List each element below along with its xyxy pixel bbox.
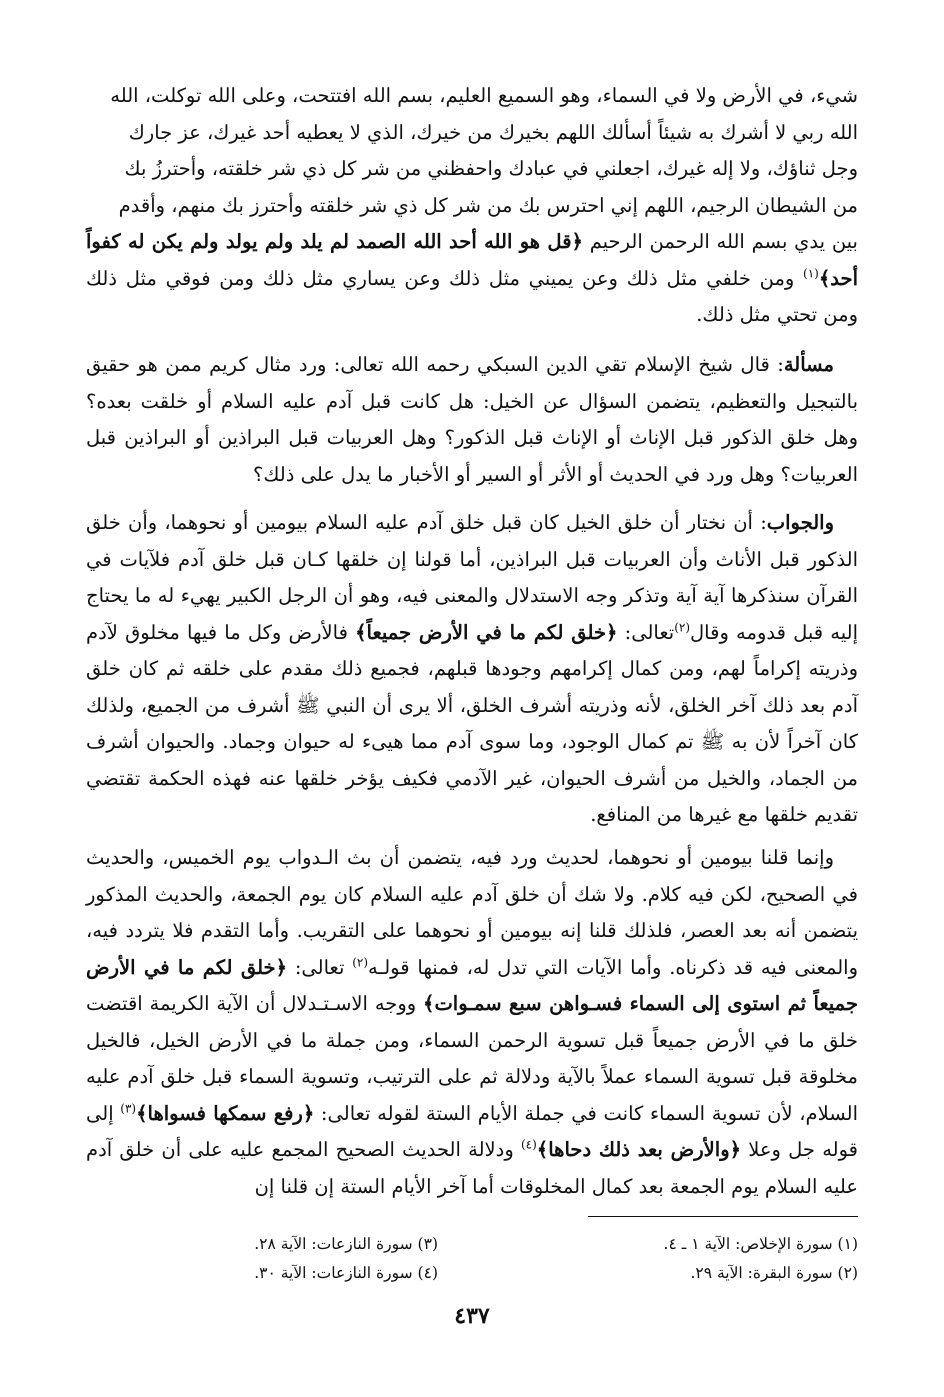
quran-verse-baqara: ﴿خلق لكم ما في الأرض جميعاً﴾: [355, 620, 618, 644]
quran-verse-ikhlas: ﴿قل هو الله أحد الله الصمد لم يلد ولم يولد ولم يكن له كفواً أحد﴾: [86, 230, 858, 290]
footnotes-left-column: [118, 1230, 438, 1288]
footnote-ref-3: (٣): [120, 1101, 137, 1115]
paragraph-evidence: [86, 840, 858, 1205]
footnotes-right-column: [538, 1230, 858, 1288]
para4-part-b: تعالى:: [287, 955, 353, 979]
paragraph-question: [86, 347, 858, 493]
para3-part-a: : أن نختار أن خلق الخيل كان قبل خلق آدم عليه السلام بيومين أو نحوهما، وأن خلق الذكور قبل الأناث وأن العربيات قبل البراذين، أما قولنا إن خلقها كـان قبل خلق آدم فلآيات في القرآن سنذكرها آية آية وتذكر وجه الاستدلال والمعنى فيه، وهو أن الرجل الكبير يهيء له ما يحتاج إليه قبل قدومه وقال: [86, 511, 858, 644]
para2-text: [86, 347, 858, 493]
para3-part-c: فالأرض وكل ما فيها مخلوق لآدم وذريته إكراماً لهم، ومن كمال إكرامهم وجودها قبلهم، فجميع ذلك مقدم على خلقه ثم كان خلق آدم بعد ذلك آخر الخلق، لأنه وذريته أشرف الخلق، ألا يرى أن النبي ﷺ أشرف من الجميع، ولذلك كان آخراً لأن به ﷺ تم كمال الوجود، وما سوى آدم مما هيىء له حيوان وجماد. والحيوان أشرف من الجماد، والخيل من أشرف الحيوان، غير الآدمي فكيف يؤخر خلقها عنه فهذه الحكمة تقتضي تقديم خلقها مع غيرها من المنافع.: [86, 620, 858, 826]
footnote-ref-1: (١): [803, 266, 819, 280]
footnote-ref-2: (٢): [674, 620, 691, 634]
footnote-3: (٣) سورة النازعات: الآية ٢٨.: [254, 1235, 438, 1253]
quran-verse-istawa: ﴿خلق لكم ما في الأرض جميعاً ثم استوى إلى السماء فسـواهن سبع سمـوات﴾: [86, 955, 858, 1015]
jawab-label: والجواب: [766, 511, 834, 534]
para1-line2: الله ربي لا أشرك به شيئاً أسألك اللهم بخيرك من خيرك، الذي لا يعطيه أحد غيرك، عز جارك: [128, 120, 858, 144]
para4-part-e: ودلالة الحديث الصحيح المجمع عليه على أن خلق آدم عليه السلام يوم الجمعة بعد كمال المخلوقات أما آخر الأيام الستة إن قلنا إن: [86, 1138, 858, 1198]
quran-verse-rafaa: ﴿رفع سمكها فسواها﴾: [136, 1101, 315, 1125]
para1-post-text: ومن خلفي مثل ذلك وعن يميني مثل ذلك وعن يساري مثل ذلك ومن فوقي مثل ذلك ومن تحتي مثل ذلك.: [86, 266, 858, 326]
para1-line1: شيء، في الأرض ولا في السماء، وهو السميع العليم، بسم الله افتتحت، وعلى الله توكلت، الله: [110, 84, 858, 107]
para1-line3: وجل ثناؤك، ولا إله غيرك، اجعلني في عبادك واحفظني من شر كل ذي شر خلقته، وأحترزُ بك: [124, 157, 858, 180]
footnote-divider: [588, 1216, 858, 1217]
paragraph-answer: [86, 505, 858, 834]
para3-text: [86, 505, 858, 834]
para4-part-c: ووجه الاسـتـدلال أن الآية الكريمة اقتضت خلق ما في الأرض جميعاً قبل تسوية الرحمن السماء، ومن جملة ما في الأرض الخيل، فالخيل مخلوقة قبل تسوية السماء عملاً بالآية ودلالة ثم على الترتيب، وتسوية السماء قبل خلق آدم عليه السلام، لأن تسوية السماء كانت في جملة الأيام الستة لقوله تعالى:: [86, 992, 858, 1125]
para1-rest: [86, 224, 858, 334]
para1-pre-text: بين يدي بسم الله الرحمن الرحيم: [582, 230, 858, 253]
footnote-2: (٢) سورة البقرة: الآية ٢٩.: [690, 1264, 858, 1282]
footnote-4: (٤) سورة النازعات: الآية ٣٠.: [254, 1264, 438, 1282]
para2-body: : قال شيخ الإسلام تقي الدين السبكي رحمه الله تعالى: ورد مثال كريم ممن هو حقيق بالتبجيل والتعظيم، يتضمن السؤال عن الخيل: هل كانت قبل آدم عليه السلام أو خلقت بعده؟ وهل خلق الذكور قبل الإناث أو الإناث قبل الذكور؟ وهل العربيات قبل البراذين أو البراذين قبل العربيات؟ وهل ورد في الحديث أو الأثر أو السير أو الأخبار ما يدل على ذلك؟: [86, 353, 858, 486]
footnote-1: (١) سورة الإخلاص: الآية ١ ـ ٤.: [663, 1235, 858, 1253]
footnote-ref-4: (٤): [520, 1137, 537, 1152]
para4-part-a: وإنما قلنا بيومين أو نحوهما، لحديث ورد فيه، يتضمن أن بث الـدواب يوم الخميس، والحديث في الصحيح، لكن فيه كلام. ولا شك أن خلق آدم عليه السلام كان يوم الجمعة، والحديث المذكور يتضمن أنه بعد العصر، فلذلك قلنا إنه بيومين أو نحوهما على التقريب. وأما التقدم فلا يتردد فيه، والمعنى فيه قد ذكرناه. وأما الآيات التي تدل له، فمنها قولـه: [86, 846, 858, 979]
paragraph-supplication: [86, 78, 858, 334]
page-number: ٤٣٧: [454, 1303, 490, 1329]
footnote-ref-2b: (٢): [352, 955, 369, 969]
para3-part-b: تعالى:: [617, 620, 675, 644]
para4-part-d: إلى قوله جل وعلا: [86, 1101, 858, 1161]
masala-label: مسألة: [783, 353, 834, 376]
para1-line4: من الشيطان الرجيم، اللهم إني احترس بك من شر كل ذي شر خلقته وأحترز بك منهم، وأقدم: [118, 193, 858, 217]
quran-verse-dahaha: ﴿والأرض بعد ذلك دحاها﴾: [536, 1138, 742, 1161]
para4-text: [86, 840, 858, 1205]
